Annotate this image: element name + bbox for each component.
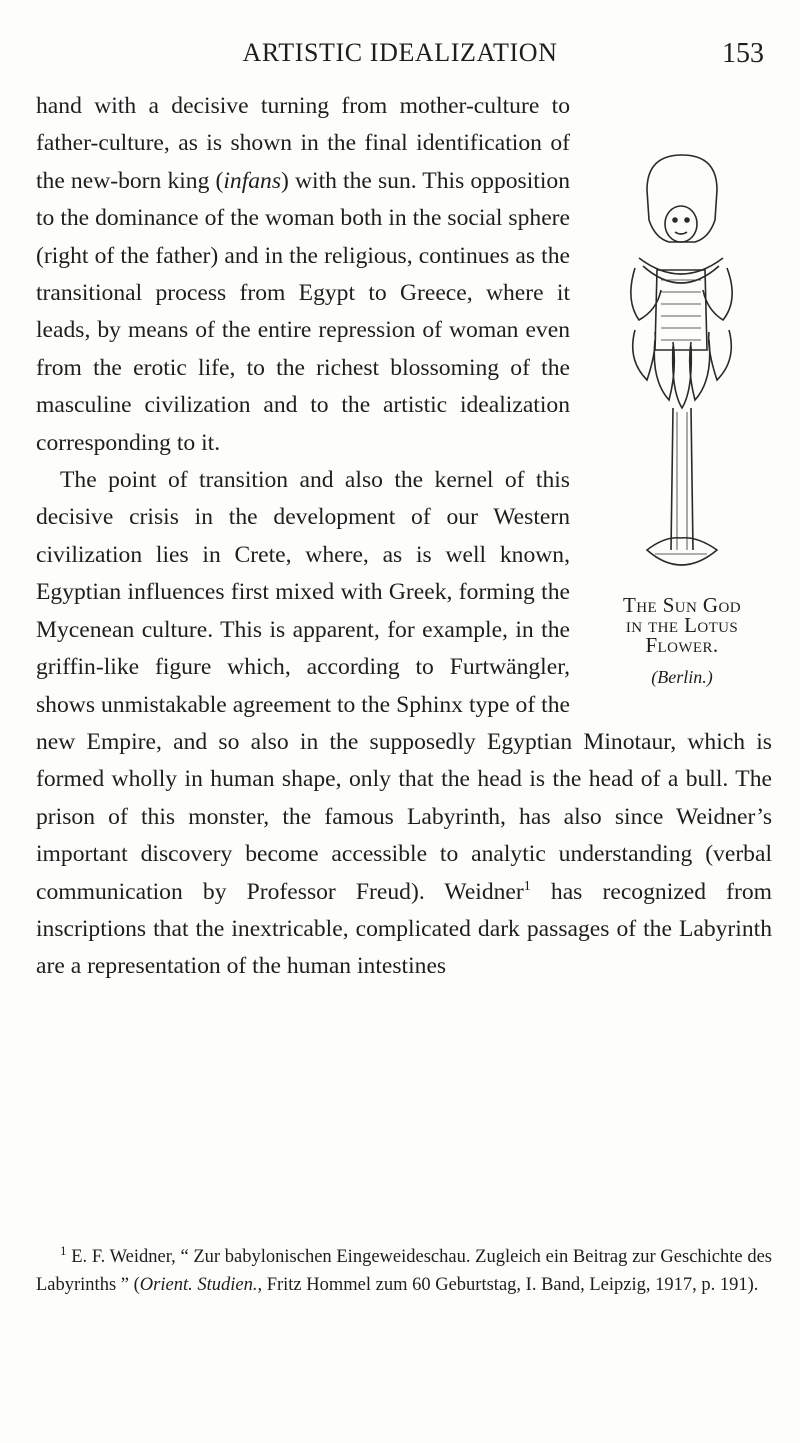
running-title: ARTISTIC IDEALIZATION [242,38,558,67]
p1-text-a: hand with a decisive turning from mother-culture to father-culture, as is shown in the final identification of the new-born king ( [36,93,570,194]
caption-location: (Berlin.) [651,667,713,687]
caption-line-2: in the Lotus [625,613,739,637]
footnotes [36,1243,772,1299]
footnote-italic: Orient. Studien. [139,1275,258,1295]
sun-god-illustration [617,150,747,590]
page-header [36,38,764,78]
p1-italic: infans [223,167,282,194]
p2-text-a: The point of transition and also the kernel of this decisive crisis in the development of our Western civilization lies in Crete, where, as is well known, Egyptian influences first mixed with Greek, forming the Mycenean culture. This is apparent, for example, in the griffin-like figure which, according to Furtwängler, shows unmistakable agreement to the Sphinx type of the new Empire, and so also in the supposedly Egyptian Minotaur, which is formed wholly in human shape, only that the head is the head of a bull. The prison of this monster, the famous Labyrinth, has also since Weidner’s important discovery become accessible to analytic understanding (verbal communication by Professor Freud). Weidner [36,467,772,905]
caption-line-1: The Sun God [623,593,741,617]
footnote-ref[interactable]: 1 [523,878,531,894]
caption-line-3: Flower. [645,633,719,657]
body-text [36,88,772,986]
footnote-mark: 1 [60,1242,67,1258]
page-number: 153 [722,38,764,69]
sun-god-figure [584,150,780,710]
footnote-text-b: , Fritz Hommel zum 60 Geburtstag, I. Band, Leipzig, 1917, p. 191). [257,1275,759,1295]
p2-text-b: has recognized from inscriptions that the inextricable, complicated dark passages of the Labyrinth are a representation of the human intestines [36,878,772,980]
figure-caption [584,593,780,687]
footnote-text-a: E. F. Weidner, “ Zur babylonischen Eingeweideschau. Zugleich ein Beitrag zur Geschichte des Labyrinths ” ( [36,1247,772,1295]
footnote-1 [36,1243,772,1299]
p1-text-b: ) with the sun. This opposition to the dominance of the woman both in the social sphere (right of the father) and in the religious, continues as the transitional process from Egypt to Greece, where it leads, by means of the entire repression of woman even from the erotic life, to the richest blossoming of the masculine civilization and to the artistic idealization corresponding to it. [36,167,570,456]
